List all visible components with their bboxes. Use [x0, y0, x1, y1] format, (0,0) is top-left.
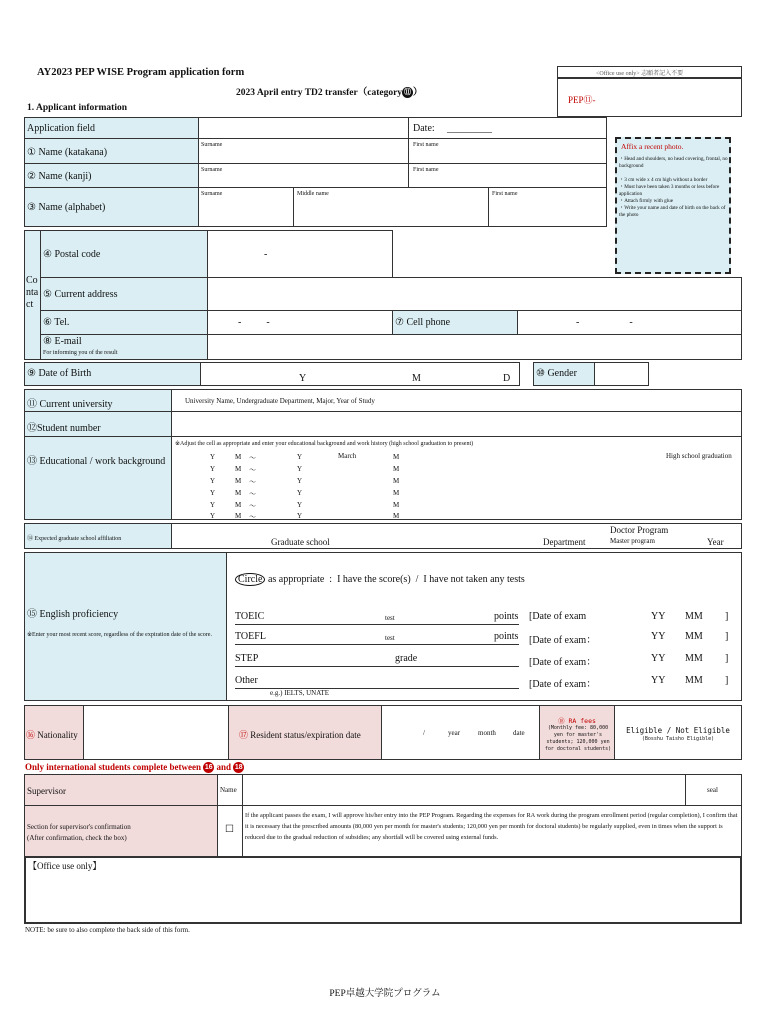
- office-use-box: [24, 856, 742, 924]
- circle-word: Circle: [235, 573, 265, 586]
- contact-side-label-cell: [24, 230, 41, 360]
- edu-row-end-y: Y: [297, 489, 303, 497]
- student-number-label: ⑫Student number: [27, 423, 101, 434]
- postal-code-input[interactable]: [207, 230, 393, 278]
- tel-dashes: - -: [238, 317, 270, 328]
- master-program-label: Master program: [610, 537, 655, 545]
- test-name: TOEIC: [235, 611, 265, 622]
- seal-cell[interactable]: [685, 774, 742, 806]
- english-input[interactable]: [226, 552, 742, 701]
- nationality-label-cell: [24, 705, 84, 760]
- surname-caption: Surname: [201, 167, 223, 173]
- edu-row-end-y: Y: [297, 477, 303, 485]
- doctor-program-label: Doctor Program: [610, 525, 669, 535]
- edu-row-start-y: Y: [210, 512, 216, 520]
- confirm-checkbox[interactable]: ☐: [225, 824, 234, 835]
- circle-instruction: [235, 574, 525, 585]
- katakana-surname-input[interactable]: [198, 138, 409, 164]
- email-label-cell: [40, 334, 208, 360]
- test-mm: MM: [685, 631, 703, 642]
- confirm-checkbox-cell[interactable]: [217, 805, 243, 857]
- postal-code-label-cell: [40, 230, 208, 278]
- test-unit: points: [494, 631, 519, 642]
- grad-school-label: Graduate school: [271, 537, 330, 547]
- test-end: ]: [725, 611, 729, 622]
- edu-row-tilde: ～: [249, 502, 256, 510]
- ra-title: ⑱ RA fees: [558, 717, 596, 725]
- edu-row-end-y: Y: [297, 501, 303, 509]
- office-use-label: 【Office use only】: [28, 861, 102, 871]
- tel-input[interactable]: [207, 310, 393, 335]
- test-end: ]: [725, 675, 729, 686]
- tel-label-cell: [40, 310, 208, 335]
- test-date-label: [Date of exam：: [529, 635, 597, 646]
- photo-box[interactable]: [615, 137, 731, 274]
- current-university-input[interactable]: [171, 389, 742, 412]
- supervisor-label-cell: [24, 774, 218, 806]
- test-mm: MM: [685, 653, 703, 664]
- test-mm: MM: [685, 611, 703, 622]
- resident-label: ⑰ Resident status/expiration date: [239, 730, 361, 740]
- english-note: ※Enter your most recent score, regardless of the expiration date of the score.: [27, 632, 212, 638]
- edu-row-end-y: Y: [297, 465, 303, 473]
- firstname-caption: First name: [413, 167, 439, 173]
- test-unit: grade: [395, 653, 418, 664]
- edu-row-start-y: Y: [210, 489, 216, 497]
- alphabet-surname-input[interactable]: [198, 187, 294, 227]
- subtitle-text: 2023 April entry TD2 transfer（category: [236, 88, 403, 98]
- department-label: Department: [543, 537, 586, 547]
- name-katakana-label-cell: [24, 138, 199, 164]
- edu-hs-grad: High school graduation: [666, 452, 732, 460]
- test-yy: YY: [651, 611, 666, 622]
- application-field-label: Application field: [27, 123, 96, 134]
- dob-m: M: [412, 373, 421, 384]
- nationality-input[interactable]: [83, 705, 229, 760]
- cell-phone-input[interactable]: [517, 310, 742, 335]
- dob-label-cell: [24, 362, 201, 386]
- dob-label: ⑨ Date of Birth: [27, 368, 92, 379]
- name-kanji-label: ② Name (kanji): [27, 171, 92, 182]
- dob-input[interactable]: [200, 362, 520, 386]
- test-yy: YY: [651, 675, 666, 686]
- edu-row-end-m: M: [393, 453, 400, 461]
- test-name: STEP: [235, 653, 259, 664]
- edu-work-label-cell: [24, 436, 172, 520]
- test-unit: points: [494, 611, 519, 622]
- circle-rest: as appropriate : I have the score(s) / I have not taken any tests: [265, 574, 525, 585]
- current-university-label: ⑪ Current university: [27, 399, 113, 410]
- test-name: TOEFL: [235, 631, 266, 642]
- name-alphabet-label: ③ Name (alphabet): [27, 202, 106, 213]
- supervisor-label: Supervisor: [27, 786, 66, 796]
- eligible-cell[interactable]: [614, 705, 742, 760]
- postal-code-label: ④ Postal code: [43, 249, 101, 260]
- confirm-label-cell: [24, 805, 218, 857]
- gender-input[interactable]: [594, 362, 649, 386]
- confirm-text-cell: [242, 805, 742, 857]
- gender-label-cell: [533, 362, 595, 386]
- edu-row-start-y: Y: [210, 477, 216, 485]
- university-hint: University Name, Undergraduate Department, Major, Year of Study: [185, 397, 375, 405]
- grad-affil-input[interactable]: [171, 523, 742, 549]
- test-underline: [235, 666, 519, 667]
- tel-label: ⑥ Tel.: [43, 317, 70, 328]
- kanji-surname-input[interactable]: [198, 163, 409, 188]
- middlename-caption: Middle name: [297, 191, 329, 197]
- confirm-text: If the applicant passes the exam, I will approve his/her entry into the PEP Program. Regarding the expenses for RA work during the program enrollment period (regular completion), I confirm that it is necessary that the prescribed amounts (80,000 yen per month for master's students; 120,000 yen per month for doctoral students) be regularly supplied, even in times when the support is reduced due to the gradual reduction of subsidies; any shortfall will be covered using external funds.: [245, 812, 738, 841]
- grad-affil-label: ⑭ Expected graduate school affiliation: [27, 536, 122, 542]
- form-title: AY2023 PEP WISE Program application form: [37, 67, 245, 78]
- supervisor-name-label-cell: [217, 774, 243, 806]
- test-date-label: [Date of exam: [529, 611, 587, 622]
- edu-row-end-m: M: [393, 465, 400, 473]
- category-number: ⑪: [404, 89, 412, 97]
- current-address-label-cell: [40, 277, 208, 311]
- cell-phone-label-cell: [392, 310, 518, 335]
- office-only-label: <Office use only> 志願者記入不要: [596, 71, 684, 77]
- test-date-label: [Date of exam：: [529, 679, 597, 690]
- surname-caption: Surname: [201, 191, 223, 197]
- edu-row-start-m: M: [235, 477, 242, 485]
- other-example: e.g.) IELTS, UNATE: [270, 689, 330, 697]
- supervisor-name-label: Name: [220, 786, 237, 794]
- katakana-firstname-input[interactable]: [408, 138, 607, 164]
- firstname-caption: First name: [492, 191, 518, 197]
- edu-row-start-m: M: [235, 489, 242, 497]
- resident-input[interactable]: [381, 705, 540, 760]
- res-month: month: [478, 729, 496, 737]
- test-mm: MM: [685, 675, 703, 686]
- current-address-label: ⑤ Current address: [43, 289, 118, 300]
- subtitle-end: ）: [413, 88, 423, 98]
- edu-row-start-y: Y: [210, 465, 216, 473]
- edu-row-tilde: ～: [249, 466, 256, 474]
- english-label: ⑮ English proficiency: [27, 609, 119, 620]
- test-end: ]: [725, 653, 729, 664]
- kanji-firstname-input[interactable]: [408, 163, 607, 188]
- year-label: Year: [707, 537, 724, 547]
- eligible-sub: (Bosshu Taisho Eligible): [641, 736, 715, 742]
- gender-label: ⑩ Gender: [536, 368, 577, 379]
- edu-work-label: ⑬ Educational / work background: [27, 456, 166, 467]
- alphabet-firstname-input[interactable]: [488, 187, 607, 227]
- name-alphabet-label-cell: [24, 187, 199, 227]
- section-applicant-info: 1. Applicant information: [27, 103, 128, 113]
- edu-row-end-m: M: [393, 477, 400, 485]
- test-yy: YY: [651, 653, 666, 664]
- dob-y: Y: [299, 373, 307, 384]
- email-label: ⑧ E-mail: [43, 336, 82, 347]
- application-field-label-cell: [24, 117, 199, 139]
- name-kanji-label-cell: [24, 163, 199, 188]
- test-end: ]: [725, 631, 729, 642]
- num-18-badge: 18: [234, 764, 243, 772]
- edu-row-end-m: M: [393, 512, 400, 520]
- confirm-label: Section for supervisor's confirmation (After confirmation, check the box): [27, 823, 131, 842]
- nationality-label: ⑯ Nationality: [26, 730, 78, 740]
- date-value: _________: [447, 123, 492, 134]
- english-label-cell: [24, 552, 227, 701]
- eligible-text: Eligible / Not Eligible: [626, 726, 730, 735]
- application-field-input[interactable]: [198, 117, 409, 139]
- date-label: Date:: [413, 123, 435, 134]
- edu-row-tilde: ～: [249, 478, 256, 486]
- test-name: Other: [235, 675, 258, 686]
- intl-only-note: Only international students complete between 16 and 18: [25, 762, 243, 772]
- edu-row-start-y: Y: [210, 453, 216, 461]
- test-yy: YY: [651, 631, 666, 642]
- edu-row-end-m: M: [393, 501, 400, 509]
- test-date-label: [Date of exam：: [529, 657, 597, 668]
- grad-affil-label-cell: [24, 523, 172, 549]
- test-mid: test: [385, 614, 395, 622]
- email-note: For informing you of the result: [43, 350, 118, 356]
- test-mid: test: [385, 634, 395, 642]
- current-address-input[interactable]: [207, 277, 742, 311]
- cell-phone-dashes: - -: [576, 317, 633, 328]
- edu-row-start-m: M: [235, 512, 242, 520]
- res-slash: /: [423, 729, 425, 737]
- edu-row-start-m: M: [235, 453, 242, 461]
- edu-row-start-y: Y: [210, 501, 216, 509]
- email-input[interactable]: [207, 334, 742, 360]
- ra-body: (Monthly fee: 80,000 yen for master's students; 120,000 yen for doctoral students): [544, 725, 612, 752]
- edu-work-input[interactable]: [171, 436, 742, 520]
- edu-row-end-y: Y: [297, 512, 303, 520]
- edu-row-start-m: M: [235, 501, 242, 509]
- edu-row-end-m: M: [393, 489, 400, 497]
- pep-code-box[interactable]: [557, 78, 742, 117]
- student-number-input[interactable]: [171, 411, 742, 437]
- date-cell[interactable]: [408, 117, 607, 139]
- resident-label-cell: [228, 705, 382, 760]
- edu-row-start-m: M: [235, 465, 242, 473]
- res-date: date: [513, 729, 525, 737]
- edu-row-tilde: ～: [249, 490, 256, 498]
- office-only-header: [557, 66, 742, 78]
- test-underline: [235, 624, 519, 625]
- edu-march: March: [338, 452, 357, 460]
- pep-code: PEP⑪-: [568, 95, 596, 105]
- res-year: year: [448, 729, 461, 737]
- surname-caption: Surname: [201, 142, 223, 148]
- edu-note: ※Adjust the cell as appropriate and enter your educational background and work history (high school graduation to present): [175, 441, 474, 447]
- num-16-badge: 16: [204, 764, 213, 772]
- photo-notes: ・Head and shoulders, no head covering, frontal, no background ・3 cm wide x 4 cm high without a border ・Must have been taken 3 months or less before application ・Attach firmly with glue ・Write your name and date of birth on the back of the photo: [619, 156, 728, 218]
- edu-row-tilde: ～: [249, 454, 256, 462]
- dob-d: D: [503, 373, 511, 384]
- test-underline: [235, 644, 519, 645]
- seal-label: seal: [707, 786, 718, 794]
- photo-title: Affix a recent photo.: [621, 142, 684, 151]
- firstname-caption: First name: [413, 142, 439, 148]
- student-number-label-cell: [24, 411, 172, 437]
- name-katakana-label: ① Name (katakana): [27, 147, 108, 158]
- footer-program-name: PEP卓越大学院プログラム: [329, 989, 441, 999]
- postal-code-dash: -: [264, 249, 268, 260]
- edu-row-end-y: Y: [297, 453, 303, 461]
- supervisor-name-input[interactable]: [242, 774, 686, 806]
- contact-side-label: Co nta ct: [26, 275, 39, 310]
- form-subtitle: [236, 84, 423, 98]
- current-university-label-cell: [24, 389, 172, 412]
- cell-phone-label: ⑦ Cell phone: [395, 317, 451, 328]
- alphabet-middlename-input[interactable]: [293, 187, 489, 227]
- edu-row-tilde: ～: [249, 513, 256, 521]
- back-side-note: NOTE: be sure to also complete the back side of this form.: [25, 926, 190, 934]
- ra-fees-cell: [539, 705, 615, 760]
